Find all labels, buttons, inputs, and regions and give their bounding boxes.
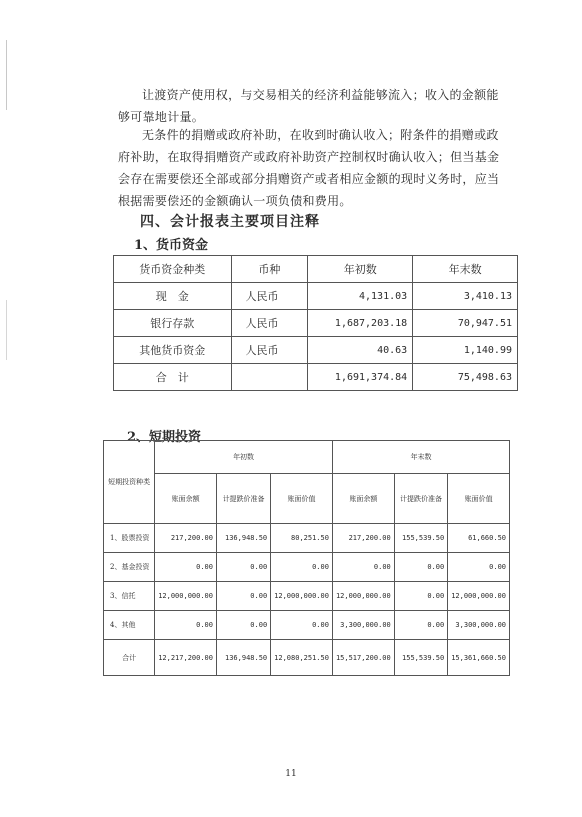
column-header: 币种 xyxy=(231,256,308,283)
cell-currency: 人民币 xyxy=(231,283,308,310)
cell-value: 0.00 xyxy=(271,611,333,640)
cell-value: 3,300,000.00 xyxy=(448,611,510,640)
table-total-row xyxy=(114,364,518,391)
cell-type: 3、信托 xyxy=(104,582,155,611)
column-header: 计提跌价准备 xyxy=(394,474,447,524)
cell-value: 0.00 xyxy=(155,553,217,582)
cell-value: 0.00 xyxy=(332,553,394,582)
cell-value: 217,200.00 xyxy=(332,524,394,553)
table-header-row xyxy=(114,256,518,283)
cell-type: 银行存款 xyxy=(114,310,232,337)
cell-type: 现 金 xyxy=(114,283,232,310)
cell-closing: 3,410.13 xyxy=(413,283,518,310)
cell-value: 0.00 xyxy=(155,611,217,640)
group-header: 年初数 xyxy=(155,441,333,474)
column-header: 计提跌价准备 xyxy=(216,474,270,524)
cell-currency: 人民币 xyxy=(231,310,308,337)
cell-type: 合计 xyxy=(104,640,155,676)
cell-currency: 人民币 xyxy=(231,337,308,364)
table-row xyxy=(114,283,518,310)
cell-value: 0.00 xyxy=(394,553,447,582)
table-header-row xyxy=(104,441,510,474)
cell-type: 4、其他 xyxy=(104,611,155,640)
cell-value: 80,251.50 xyxy=(271,524,333,553)
table-row xyxy=(104,553,510,582)
cell-value: 0.00 xyxy=(394,582,447,611)
cell-value: 15,361,660.50 xyxy=(448,640,510,676)
cell-value: 12,000,000.00 xyxy=(448,582,510,611)
page-edge-mark xyxy=(6,40,7,110)
cell-type: 1、股票投资 xyxy=(104,524,155,553)
investment-section-title: 2、短期投资 xyxy=(127,430,202,445)
cell-value: 0.00 xyxy=(216,611,270,640)
cell-value: 217,200.00 xyxy=(155,524,217,553)
cell-value: 12,217,200.00 xyxy=(155,640,217,676)
cell-value: 12,000,000.00 xyxy=(155,582,217,611)
short-term-investment-table xyxy=(103,440,510,676)
cell-closing: 1,140.99 xyxy=(413,337,518,364)
table-total-row xyxy=(104,640,510,676)
cell-type: 其他货币资金 xyxy=(114,337,232,364)
page-edge-mark xyxy=(6,300,7,360)
cell-closing: 70,947.51 xyxy=(413,310,518,337)
table-row xyxy=(104,611,510,640)
cell-value: 12,000,000.00 xyxy=(271,582,333,611)
cell-value: 155,539.50 xyxy=(394,640,447,676)
cell-value: 155,539.50 xyxy=(394,524,447,553)
cell-value: 136,948.50 xyxy=(216,640,270,676)
table-row xyxy=(104,582,510,611)
cell-value: 12,080,251.50 xyxy=(271,640,333,676)
cash-section-title: 1、货币资金 xyxy=(134,238,209,253)
paragraph-donation-recognition: 无条件的捐赠或政府补助，在收到时确认收入；附条件的捐赠或政府补助，在取得捐赠资产或政府补助资产控制权时确认收入；但当基金会存在需要偿还全部或部分捐赠资产或者相应金额的现时义务时，应当根据需要偿还的金额确认一项负债和费用。 xyxy=(118,128,500,208)
cell-value: 0.00 xyxy=(448,553,510,582)
cell-value: 136,948.50 xyxy=(216,524,270,553)
table-header-row xyxy=(104,474,510,524)
cell-value: 0.00 xyxy=(216,582,270,611)
paragraph-revenue-recognition: 让渡资产使用权，与交易相关的经济利益能够流入；收入的金额能够可靠地计量。 xyxy=(118,88,499,124)
cell-value: 0.00 xyxy=(271,553,333,582)
column-header: 年末数 xyxy=(413,256,518,283)
table-row xyxy=(114,310,518,337)
cell-value: 61,660.50 xyxy=(448,524,510,553)
column-header: 账面价值 xyxy=(271,474,333,524)
cell-value: 3,300,000.00 xyxy=(332,611,394,640)
column-header: 短期投资种类 xyxy=(104,441,155,524)
cell-type: 合 计 xyxy=(114,364,232,391)
cell-type: 2、基金投资 xyxy=(104,553,155,582)
cell-value: 0.00 xyxy=(216,553,270,582)
cell-currency xyxy=(231,364,308,391)
page-number: 11 xyxy=(285,769,297,779)
cell-value: 15,517,200.00 xyxy=(332,640,394,676)
column-header: 账面余额 xyxy=(332,474,394,524)
cell-opening: 1,687,203.18 xyxy=(308,310,413,337)
cash-funds-table xyxy=(113,255,518,391)
group-header: 年末数 xyxy=(332,441,509,474)
table-row xyxy=(114,337,518,364)
section-heading: 四、会计报表主要项目注释 xyxy=(140,214,320,230)
cell-opening: 1,691,374.84 xyxy=(308,364,413,391)
cell-closing: 75,498.63 xyxy=(413,364,518,391)
column-header: 货币资金种类 xyxy=(114,256,232,283)
column-header: 账面价值 xyxy=(448,474,510,524)
cell-opening: 40.63 xyxy=(308,337,413,364)
column-header: 年初数 xyxy=(308,256,413,283)
cell-value: 0.00 xyxy=(394,611,447,640)
column-header: 账面余额 xyxy=(155,474,217,524)
cell-opening: 4,131.03 xyxy=(308,283,413,310)
cell-value: 12,000,000.00 xyxy=(332,582,394,611)
table-row xyxy=(104,524,510,553)
